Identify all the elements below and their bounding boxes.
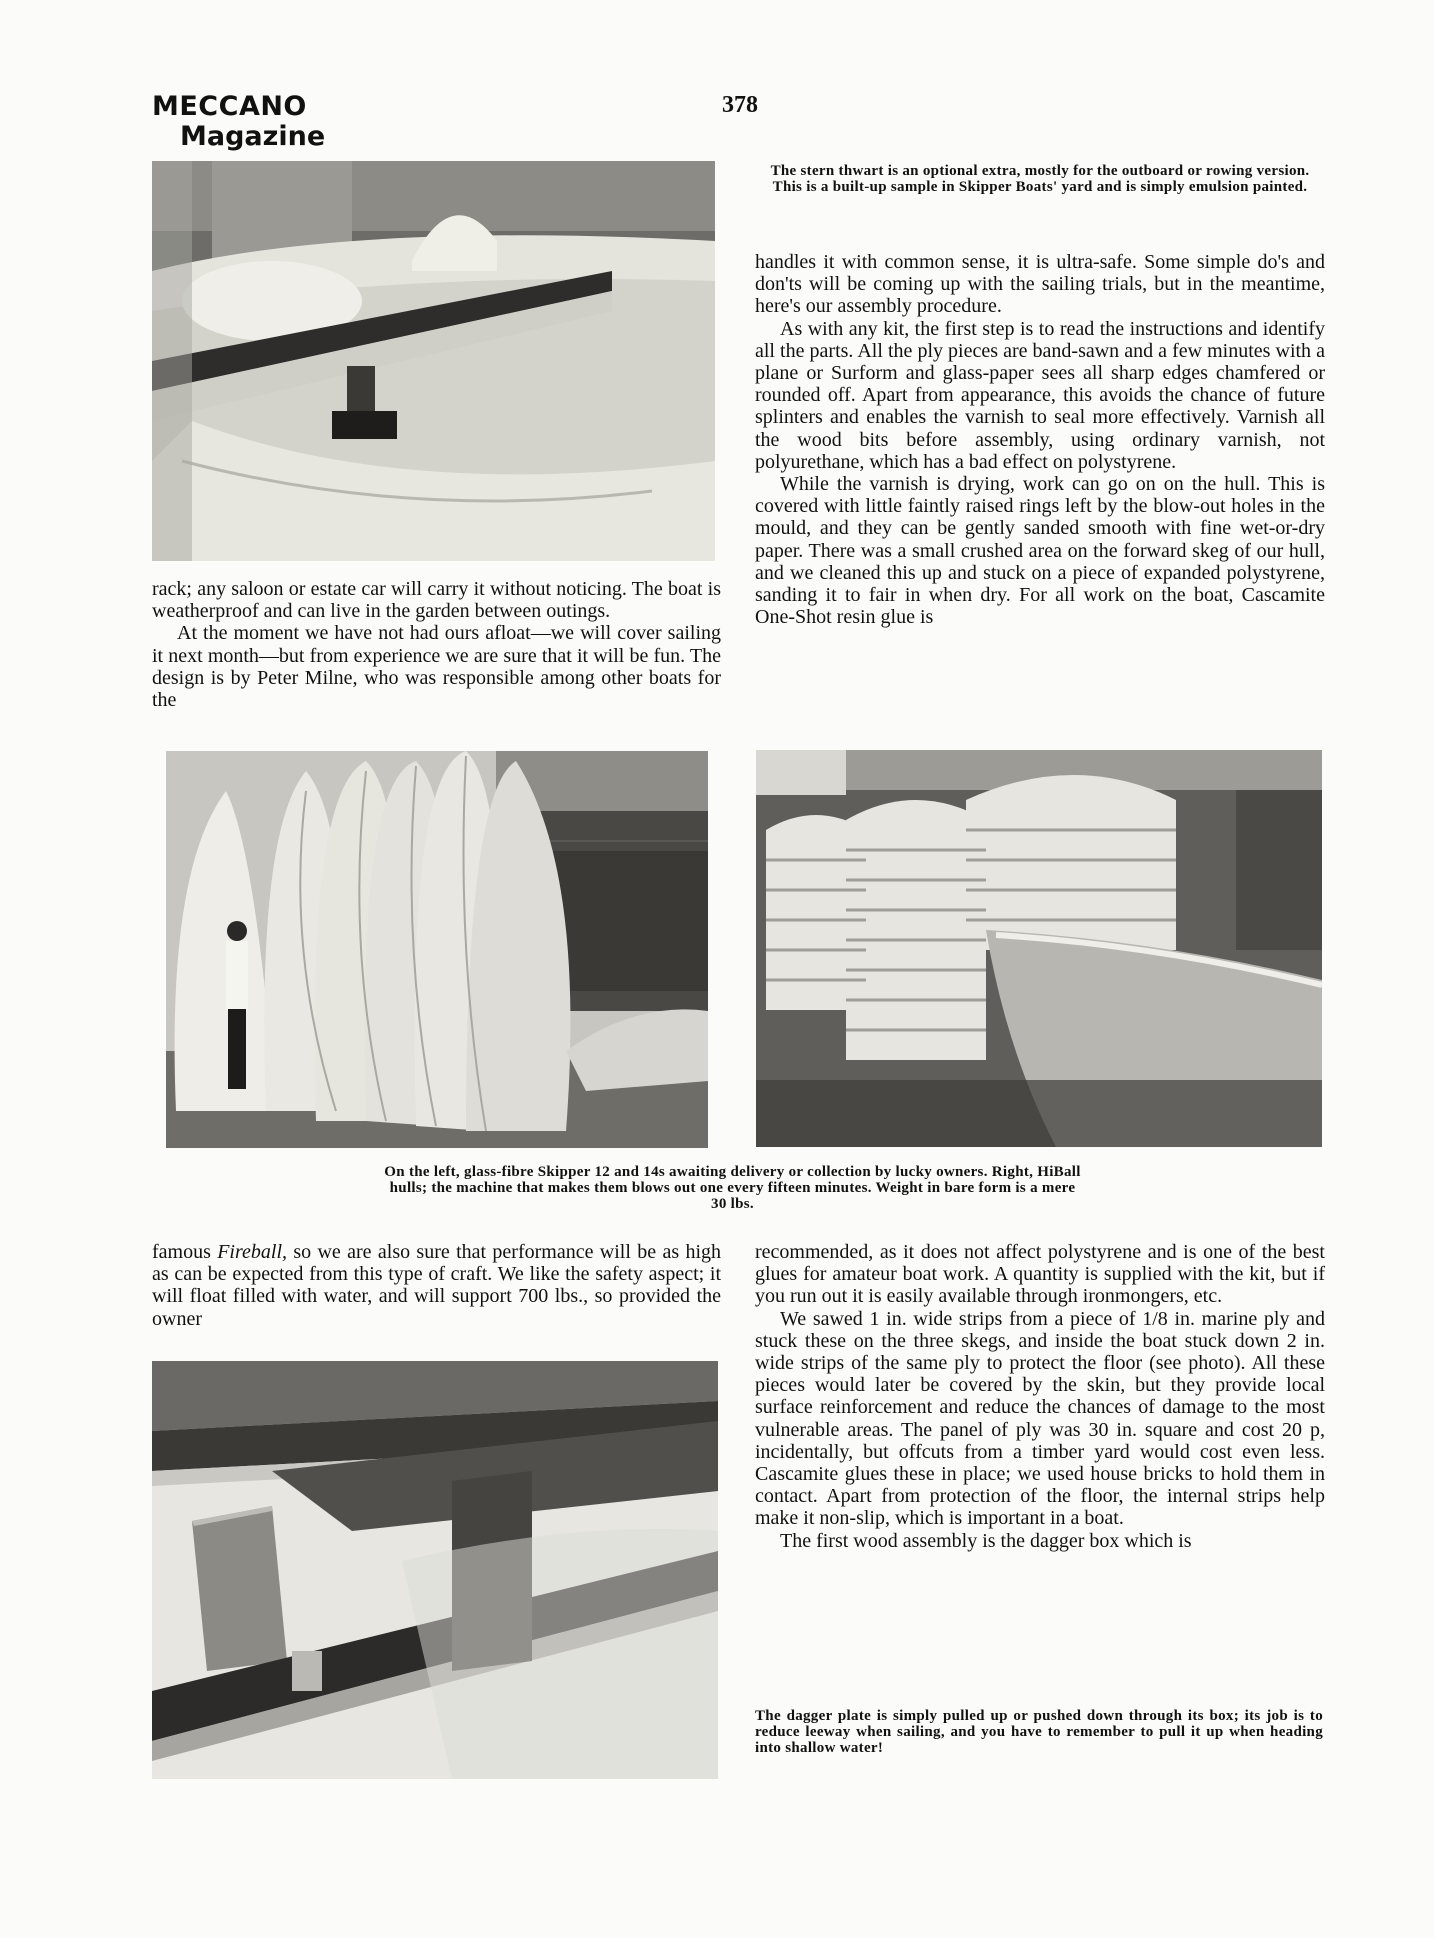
photo-stern-thwart (152, 161, 715, 561)
paragraph: rack; any saloon or estate car will carry it without noticing. The boat is weatherproof and can live in the garden between outings. (152, 578, 721, 623)
boat-name: Fireball, (217, 1241, 288, 1263)
text-run: so we are also sure that performance will be as high as can be expected from this type of craft. We like the safety aspect; it will float filled with water, and will support 700 lbs., so provided the owner (152, 1241, 721, 1330)
photo-skipper-hulls (166, 751, 708, 1148)
paragraph: The first wood assembly is the dagger box which is (780, 1529, 1192, 1552)
page-number: 378 (722, 92, 758, 118)
caption-stern-thwart: The stern thwart is an optional extra, mostly for the outboard or rowing version. This is a built-up sample in Skipper Boats' yard and is simply emulsion painted. (770, 163, 1310, 195)
masthead-line1: MECCANO (152, 91, 307, 122)
masthead-line2: Magazine (180, 121, 326, 152)
article-left-top (152, 578, 721, 711)
paragraph: We sawed 1 in. wide strips from a piece of 1/8 in. marine ply and stuck these on the three skegs, and inside the boat stuck down 2 in. wide strips of the same ply to protect the floor (see photo). All these pieces would later be covered by the skin, but they provide local surface reinforcement and reduce the chances of damage to the most vulnerable areas. The panel of ply was 30 in. square and cost 20 p, incidentally, but offcuts from a timber yard would cost even less. Cascamite glues these in place; we used house bricks to hold them in contact. Apart from protection of the floor, the internal strips help make it non-slip, which is important in a boat. (755, 1307, 1325, 1530)
paragraph: recommended, as it does not affect polystyrene and is one of the best glues for amateur boat work. A quantity is supplied with the kit, but if you run out it is easily available through ironmongers, etc. (755, 1241, 1325, 1308)
article-right-bottom (755, 1241, 1325, 1552)
caption-dagger-plate: The dagger plate is simply pulled up or pushed down through its box; its job is to reduce leeway when sailing, and you have to remember to pull it up when heading into shallow water! (755, 1708, 1323, 1756)
article-left-bottom (152, 1241, 721, 1330)
paragraph: While the varnish is drying, work can go on on the hull. This is covered with little faintly raised rings left by the blow-out holes in the mould, and they can be gently sanded smooth with fine wet-or-dry paper. There was a small crushed area on the forward skeg of our hull, and we cleaned this up and stuck on a piece of expanded polystyrene, sanding it to fair in when dry. For all work on the boat, Cascamite One-Shot resin glue is (755, 473, 1325, 629)
magazine-masthead (152, 92, 325, 152)
text-run: famous (152, 1241, 218, 1263)
paragraph (152, 1241, 721, 1330)
photo-hiball-hulls (756, 750, 1322, 1147)
paragraph: At the moment we have not had ours afloat—we will cover sailing it next month—but from experience we are sure that it will be fun. The design is by Peter Milne, who was responsible among other boats for the (152, 622, 721, 712)
caption-hulls: On the left, glass-fibre Skipper 12 and 14s awaiting delivery or collection by lucky owners. Right, HiBall hulls; the machine that makes them blows out one every fifteen minutes. Weight in bare form is a mere 30 lbs. (384, 1164, 1081, 1212)
paragraph: As with any kit, the first step is to read the instructions and identify all the parts. All the ply pieces are band-sawn and a few minutes with a plane or Surform and glass-paper sees all sharp edges chamfered or rounded off. Apart from appearance, this avoids the chance of future splinters and enables the varnish to seal more effectively. Varnish all the wood bits before assembly, using ordinary varnish, not polyurethane, which has a bad effect on polystyrene. (755, 317, 1325, 473)
paragraph: handles it with common sense, it is ultra-safe. Some simple do's and don'ts will be coming up with the sailing trials, but in the meantime, here's our assembly procedure. (755, 251, 1325, 318)
article-right-top (755, 251, 1325, 628)
photo-dagger-plate (152, 1361, 718, 1779)
